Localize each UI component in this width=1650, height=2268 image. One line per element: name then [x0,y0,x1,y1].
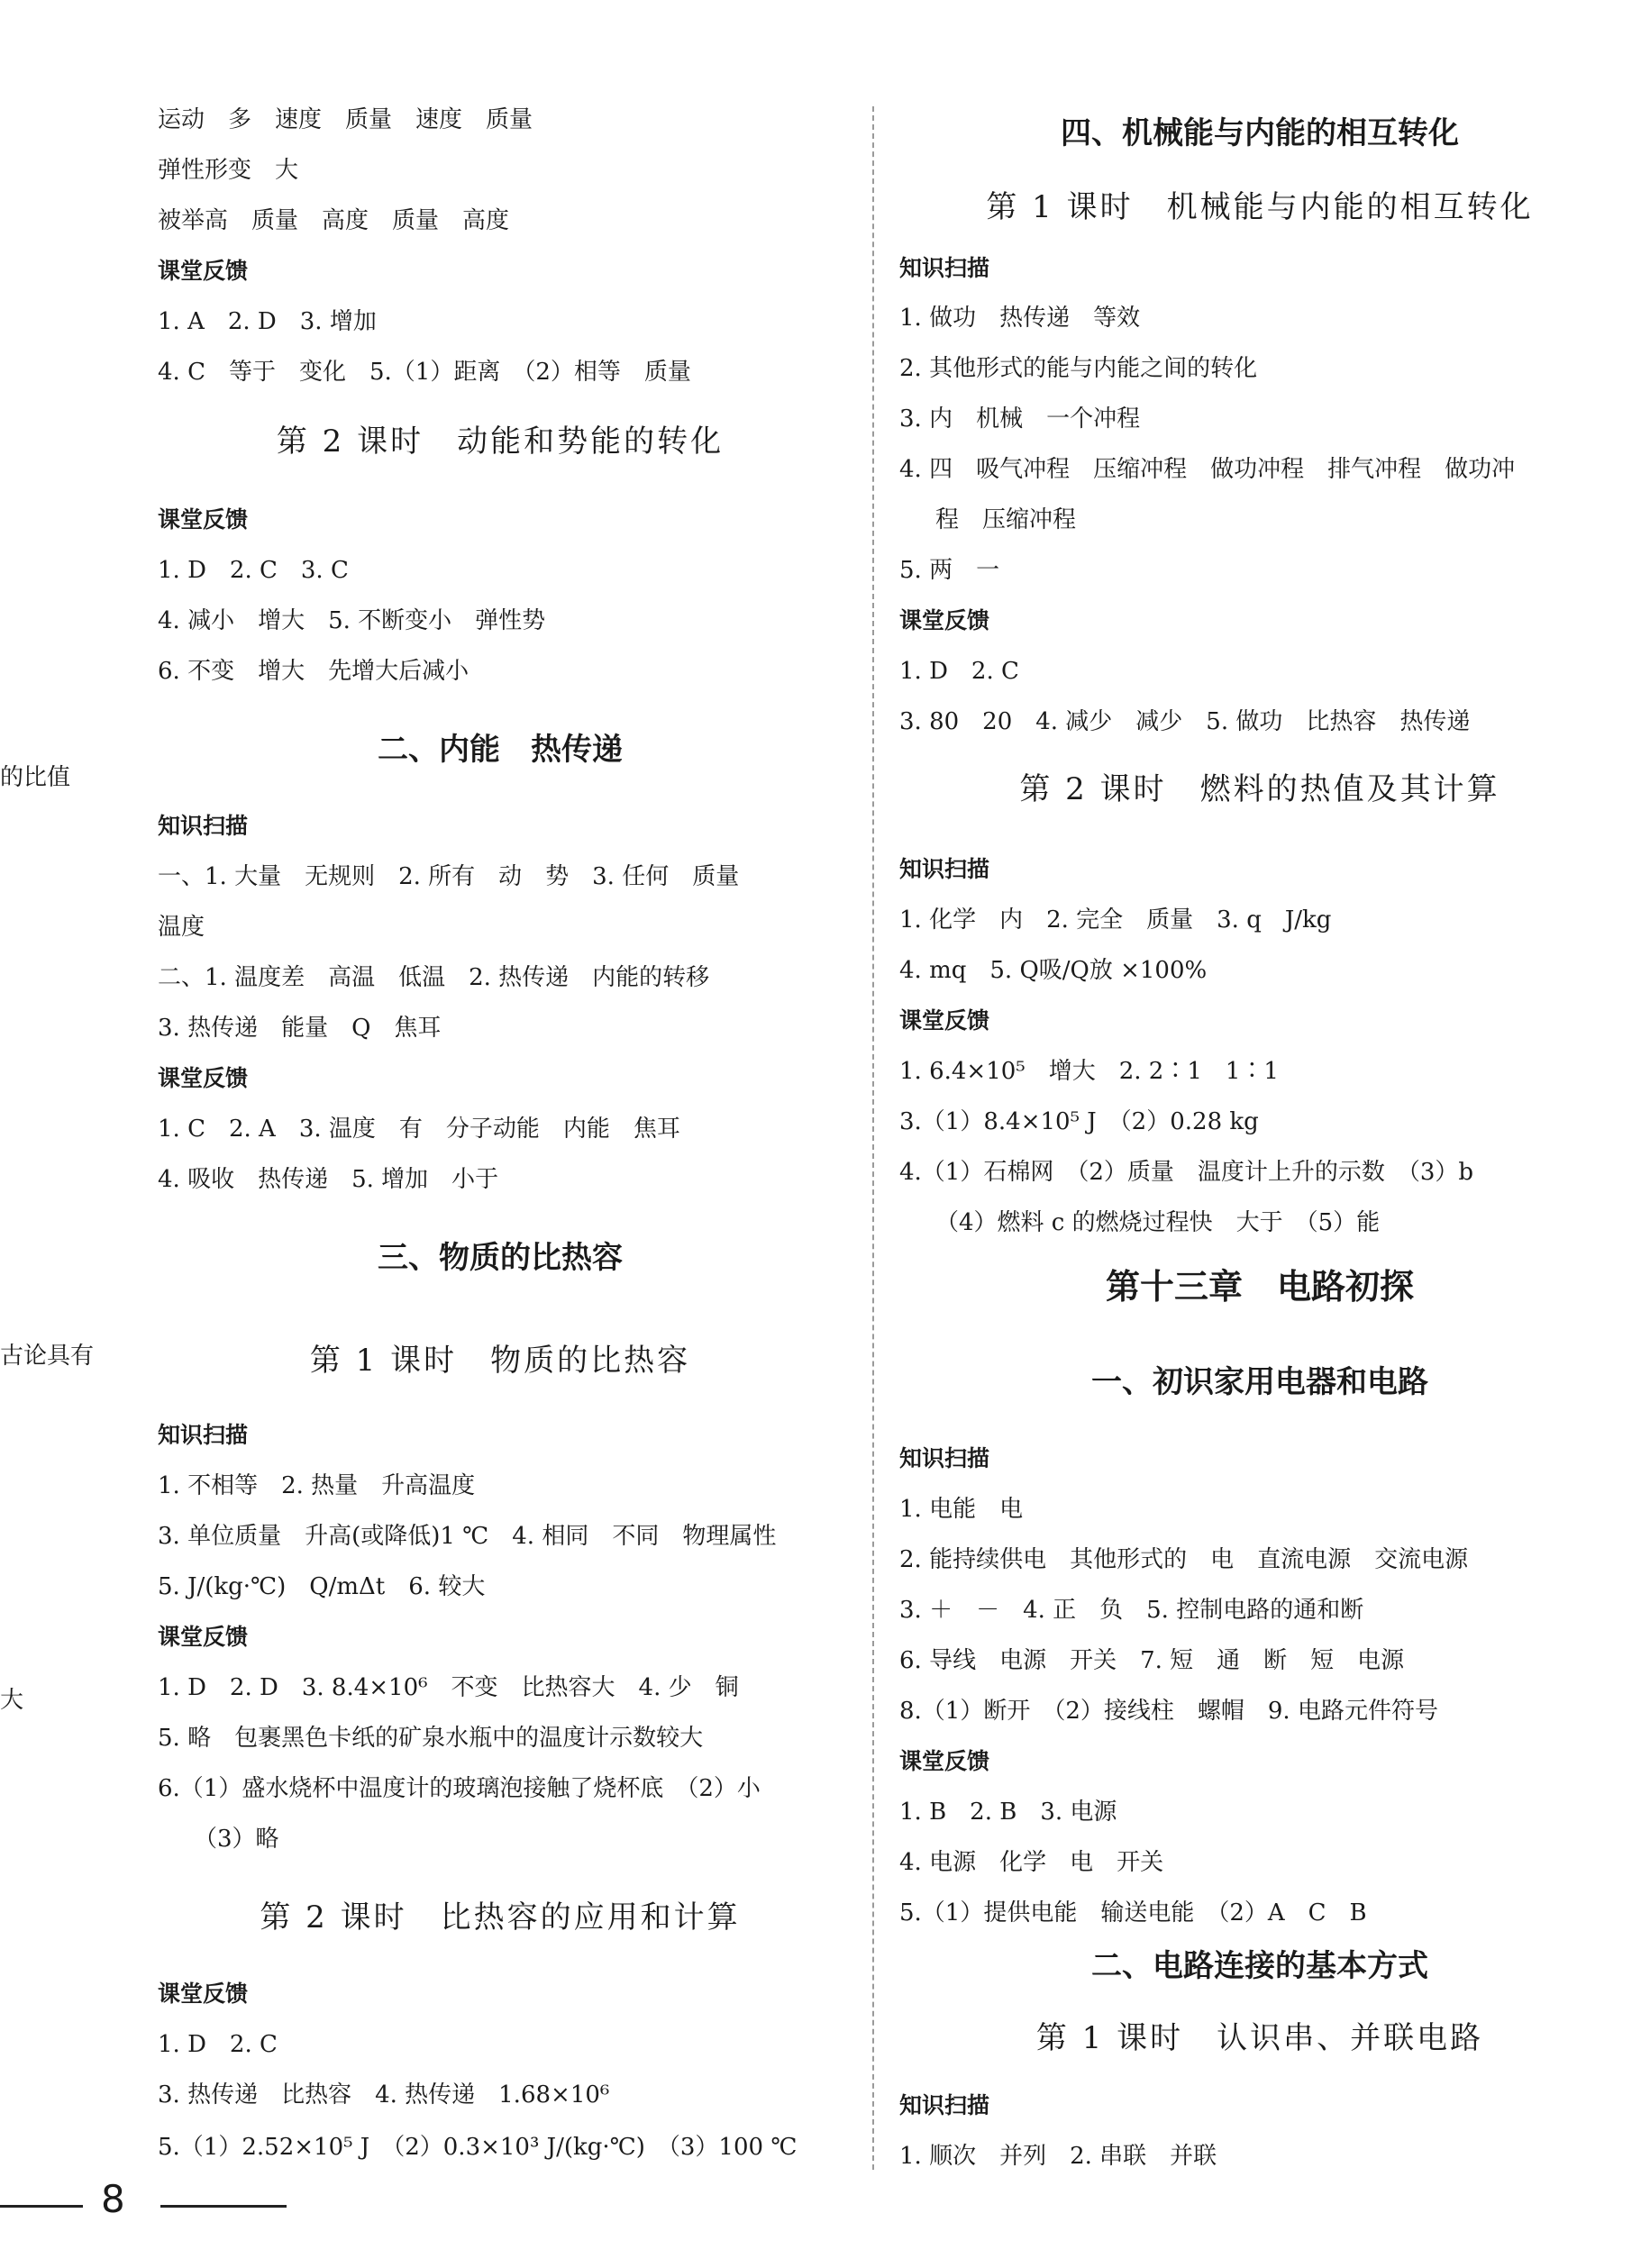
left-answer-line: 温度 [158,914,205,941]
right-answer-line: 2. 其他形式的能与内能之间的转化 [899,355,1258,382]
left-answer-line: 5. 略 包裹黑色卡纸的矿泉水瓶中的温度计示数较大 [158,1725,704,1752]
left-answer-line: 3. 单位质量 升高(或降低)1 ℃ 4. 相同 不同 物理属性 [158,1523,777,1550]
cropped-text-fragment: 大 [0,1687,24,1714]
right-answer-line: 程 压缩冲程 [935,506,1077,533]
left-answer-line: 1. C 2. A 3. 温度 有 分子动能 内能 焦耳 [158,1116,680,1143]
left-subsection-label: 课堂反馈 [158,1065,249,1091]
right-answer-line: 1. 化学 内 2. 完全 质量 3. q J/kg [899,906,1332,934]
left-lesson-heading: 第 1 课时 物质的比热容 [309,1343,691,1379]
right-answer-line: 1. D 2. C [899,658,1019,685]
right-answer-line: 8.（1）断开 （2）接线柱 螺帽 9. 电路元件符号 [899,1698,1438,1725]
right-answer-line: 4. 四 吸气冲程 压缩冲程 做功冲程 排气冲程 做功冲 [899,456,1516,483]
left-subsection-label: 课堂反馈 [158,258,249,284]
left-section-heading: 三、物质的比热容 [378,1240,623,1276]
left-answer-line: 1. D 2. C [158,2031,278,2058]
right-section-heading: 二、电路连接的基本方式 [1091,1948,1428,1984]
left-answer-line: 被举高 质量 高度 质量 高度 [158,207,510,234]
left-answer-line: 1. A 2. D 3. 增加 [158,308,377,335]
left-lesson-heading: 第 2 课时 动能和势能的转化 [276,424,725,460]
right-answer-line: 1. 6.4×10⁵ 增大 2. 2∶1 1∶1 [899,1058,1279,1085]
right-answer-line: 3. ＋ － 4. 正 负 5. 控制电路的通和断 [899,1597,1364,1624]
left-answer-line: 弹性形变 大 [158,157,299,184]
right-subsection-label: 课堂反馈 [899,1748,990,1774]
right-answer-line: 3. 内 机械 一个冲程 [899,405,1141,433]
right-answer-line: 1. B 2. B 3. 电源 [899,1799,1117,1826]
left-answer-line: 1. D 2. D 3. 8.4×10⁶ 不变 比热容大 4. 少 铜 [158,1674,739,1701]
right-subsection-label: 课堂反馈 [899,1007,990,1034]
right-subsection-label: 课堂反馈 [899,607,990,633]
right-lesson-heading: 第 2 课时 燃料的热值及其计算 [1019,771,1500,807]
left-answer-line: 运动 多 速度 质量 速度 质量 [158,106,533,133]
left-subsection-label: 课堂反馈 [158,1624,249,1650]
right-subsection-label: 知识扫描 [899,1445,990,1471]
right-answer-line: 1. 电能 电 [899,1496,1024,1523]
footer-rule-left [0,2205,83,2208]
right-section-heading: 一、初识家用电器和电路 [1091,1364,1428,1400]
right-answer-line: 6. 导线 电源 开关 7. 短 通 断 短 电源 [899,1647,1405,1674]
left-answer-line: 6.（1）盛水烧杯中温度计的玻璃泡接触了烧杯底 （2）小 [158,1775,761,1802]
left-answer-line: 二、1. 温度差 高温 低温 2. 热传递 内能的转移 [158,964,710,991]
left-section-heading: 二、内能 热传递 [378,732,623,768]
column-divider [872,106,874,2170]
right-chapter-heading: 第十三章 电路初探 [1105,1266,1414,1307]
right-lesson-heading: 第 1 课时 认识串、并联电路 [1035,2020,1484,2056]
left-answer-line: 1. D 2. C 3. C [158,557,349,584]
left-answer-line: 5. J/(kg·℃) Q/mΔt 6. 较大 [158,1573,486,1600]
right-answer-line: 5. 两 一 [899,557,1000,584]
right-answer-line: 5.（1）提供电能 输送电能 （2）A C B [899,1899,1367,1926]
right-answer-line: （4）燃料 c 的燃烧过程快 大于 （5）能 [935,1209,1381,1236]
right-answer-line: 4. mq 5. Q吸/Q放 ×100% [899,957,1208,984]
right-section-heading: 四、机械能与内能的相互转化 [1061,115,1459,151]
left-answer-line: 4. 减小 增大 5. 不断变小 弹性势 [158,607,546,634]
footer-rule-right [160,2205,287,2208]
left-answer-line: 5.（1）2.52×10⁵ J （2）0.3×10³ J/(kg·℃) （3）100 ℃ [158,2134,798,2161]
left-subsection-label: 课堂反馈 [158,506,249,533]
left-answer-line: 3. 热传递 能量 Q 焦耳 [158,1015,442,1042]
left-lesson-heading: 第 2 课时 比热容的应用和计算 [260,1899,741,1936]
cropped-text-fragment: 古论具有 [0,1343,95,1370]
right-answer-line: 4. 电源 化学 电 开关 [899,1849,1164,1876]
left-answer-line: 3. 热传递 比热容 4. 热传递 1.68×10⁶ [158,2081,610,2109]
left-answer-line: 1. 不相等 2. 热量 升高温度 [158,1472,476,1499]
right-subsection-label: 知识扫描 [899,2092,990,2118]
right-answer-line: 3.（1）8.4×10⁵ J （2）0.28 kg [899,1108,1259,1135]
left-answer-line: （3）略 [194,1826,279,1853]
right-answer-line: 3. 80 20 4. 减少 减少 5. 做功 比热容 热传递 [899,708,1471,735]
right-answer-line: 4.（1）石棉网 （2）质量 温度计上升的示数 （3）b [899,1159,1474,1186]
left-subsection-label: 知识扫描 [158,813,249,839]
left-answer-line: 4. 吸收 热传递 5. 增加 小于 [158,1166,499,1193]
right-lesson-heading: 第 1 课时 机械能与内能的相互转化 [986,189,1534,225]
right-subsection-label: 知识扫描 [899,255,990,281]
left-subsection-label: 知识扫描 [158,1422,249,1448]
right-answer-line: 2. 能持续供电 其他形式的 电 直流电源 交流电源 [899,1546,1469,1573]
right-answer-line: 1. 顺次 并列 2. 串联 并联 [899,2143,1217,2170]
left-answer-line: 6. 不变 增大 先增大后减小 [158,658,469,685]
left-answer-line: 一、1. 大量 无规则 2. 所有 动 势 3. 任何 质量 [158,863,740,890]
right-subsection-label: 知识扫描 [899,856,990,882]
right-answer-line: 1. 做功 热传递 等效 [899,305,1141,332]
page-number: 8 [101,2177,125,2221]
left-answer-line: 4. C 等于 变化 5.（1）距离 （2）相等 质量 [158,359,691,386]
cropped-text-fragment: 的比值 [0,764,71,791]
left-subsection-label: 课堂反馈 [158,1981,249,2007]
